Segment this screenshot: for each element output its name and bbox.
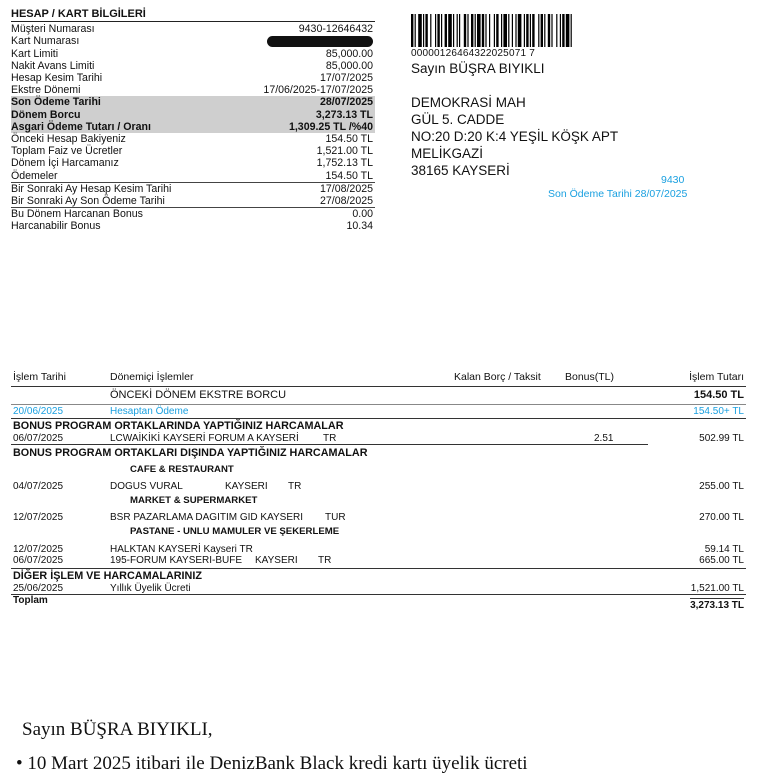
payment-row (11, 404, 746, 418)
header-desc: Dönemiçi İşlemler (110, 371, 194, 383)
barcode-bar (541, 14, 543, 47)
total-row (11, 595, 746, 613)
barcode-bar (526, 14, 528, 47)
account-info-value: 17/06/2025-17/07/2025 (263, 84, 373, 97)
account-info-label: Müşteri Numarası (11, 23, 95, 36)
section-other-transactions-title: DİĞER İŞLEM VE HARCAMALARINIZ (11, 568, 746, 583)
masked-card-number (267, 35, 373, 47)
barcode-bar (560, 14, 561, 47)
barcode-bar (508, 14, 509, 47)
account-info-row (11, 84, 375, 96)
barcode-bar (524, 14, 525, 47)
account-info-panel (11, 8, 375, 233)
account-info-label: Dönem İçi Harcamanız (11, 157, 119, 170)
account-info-label: Harcanabilir Bonus (11, 220, 101, 233)
barcode-bar (562, 14, 564, 47)
due-date-label: Son Ödeme Tarihi (548, 188, 632, 200)
account-info-row (11, 157, 375, 169)
barcode-number: 00000126464322025071 7 (411, 48, 535, 59)
letter-salutation: Sayın BÜŞRA BIYIKLI, (22, 719, 213, 740)
account-info-value: 28/07/2025 (319, 96, 373, 109)
payment-desc: Hesaptan Ödeme (110, 406, 189, 417)
letter-text (16, 718, 534, 774)
account-info-value: 0.00 (352, 208, 373, 221)
account-info-row (11, 35, 375, 47)
barcode-bar (445, 14, 447, 47)
barcode-bar (477, 14, 481, 47)
barcode-bar (530, 14, 531, 47)
barcode-bar (482, 14, 484, 47)
barcode-bar (551, 14, 552, 47)
barcode-bar (418, 14, 422, 47)
account-info-value: 27/08/2025 (319, 195, 373, 208)
section-other-merchants-title: BONUS PROGRAM ORTAKLARI DIŞINDA YAPTIĞINIZ HARCAMALAR (13, 447, 368, 459)
table-row: 25/06/2025 Yıllık Üyelik Ücreti 1,521.00 TL (13, 583, 744, 594)
barcode-bar (411, 14, 413, 47)
barcode-bar (435, 14, 436, 47)
account-info-value: 154.50 TL (325, 169, 373, 182)
payment-amount: 154.50+ TL (693, 406, 744, 417)
account-info-row (11, 207, 375, 220)
header-installment: Kalan Borç / Taksit (454, 371, 541, 383)
account-info-row (11, 60, 375, 72)
address-line-2: GÜL 5. CADDE (411, 112, 505, 127)
barcode-graphic (411, 14, 655, 47)
address-line-4: MELİKGAZİ (411, 146, 484, 161)
barcode-bar (566, 14, 570, 47)
table-row: 12/07/2025 HALKTAN KAYSERİ Kayseri TR 59.14 TL (13, 544, 744, 555)
account-info-value: 1,752.13 TL (316, 157, 373, 170)
account-info-value: 9430-12646432 (298, 23, 373, 36)
barcode-bar (556, 14, 557, 47)
address-line-1: DEMOKRASİ MAH (411, 95, 526, 110)
category-market: MARKET & SUPERMARKET (130, 495, 258, 506)
barcode-bar (425, 14, 427, 47)
account-info-label: Ödemeler (11, 169, 58, 182)
account-info-value: 1,309.25 TL /%40 (288, 120, 373, 133)
barcode-bar (485, 14, 486, 47)
header-amount: İşlem Tutarı (689, 371, 744, 383)
account-info-row (11, 72, 375, 84)
barcode-bar (501, 14, 502, 47)
account-info-row (11, 133, 375, 145)
customer-code: 9430 (661, 174, 685, 186)
header-bonus: Bonus(TL) (565, 371, 615, 383)
barcode-bar (464, 14, 466, 47)
account-info-value: 154.50 TL (325, 133, 373, 146)
address-line-3: NO:20 D:20 K:4 YEŞİL KÖŞK APT (411, 129, 619, 144)
account-info-label: Dönem Borcu (11, 108, 81, 121)
transactions-header (11, 368, 746, 387)
account-info-row (11, 121, 375, 133)
account-info-row (11, 220, 375, 232)
due-date-note (548, 188, 687, 200)
account-info-value: 1,521.00 TL (316, 145, 373, 158)
barcode-bar (475, 14, 476, 47)
barcode-bar (415, 14, 416, 47)
barcode-bar (518, 14, 522, 47)
barcode-bar (489, 14, 490, 47)
barcode-bar (467, 14, 468, 47)
account-info-label: Nakit Avans Limiti (11, 59, 95, 72)
account-info-label: Bir Sonraki Ay Son Ödeme Tarihi (11, 195, 165, 208)
account-info-value: 85,000.00 (325, 59, 373, 72)
previous-balance-amount: 154.50 TL (693, 389, 744, 401)
barcode-bar (512, 14, 513, 47)
account-info-label: Hesap Kesim Tarihi (11, 72, 103, 85)
previous-balance-row (11, 387, 746, 404)
account-info-label: Önceki Hesap Bakiyeniz (11, 133, 126, 146)
account-info-value: 17/07/2025 (319, 72, 373, 85)
barcode-bar (494, 14, 495, 47)
account-info-value: 17/08/2025 (319, 182, 373, 195)
account-info-row (11, 23, 375, 35)
account-info-value: 3,273.13 TL (315, 108, 373, 121)
barcode-bar (459, 14, 460, 47)
category-pastane: PASTANE - UNLU MAMULER VE ŞEKERLEME (130, 526, 340, 537)
barcode-bar (423, 14, 424, 47)
account-info-label: Kart Limiti (11, 47, 59, 60)
account-info-rows (11, 23, 375, 232)
table-row: 06/07/2025 LCWAİKİKİ KAYSERİ FORUM A KAYSERİ TR 2.51 502.99 TL (13, 433, 744, 444)
recipient-name: Sayın BÜŞRA BIYIKLI (411, 61, 545, 76)
account-info-label: Kart Numarası (11, 35, 80, 48)
barcode-bar (448, 14, 452, 47)
table-row: 12/07/2025 BSR PAZARLAMA DAGITIM GID KAYSERI TUR 270.00 TL (13, 512, 744, 523)
barcode-bar (544, 14, 545, 47)
account-info-value: 85,000.00 (325, 47, 373, 60)
mailing-address-block (411, 48, 618, 179)
redaction-mask (267, 36, 373, 47)
account-info-label: Son Ödeme Tarihi (11, 96, 101, 109)
barcode-bar (548, 14, 550, 47)
barcode-bar (453, 14, 454, 47)
letter-bullet-1: • 10 Mart 2025 itibari ile DenizBank Black kredi kartı üyelik ücreti (16, 753, 528, 774)
account-info-row (11, 96, 375, 108)
account-info-label: Ekstre Dönemi (11, 84, 81, 97)
barcode-bar (471, 14, 473, 47)
account-info-row (11, 145, 375, 157)
barcode-bar (457, 14, 458, 47)
total-label: Toplam (13, 595, 48, 606)
account-info-value: 10.34 (346, 220, 373, 233)
address-line-5: 38165 KAYSERİ (411, 163, 510, 178)
account-info-row (11, 170, 375, 182)
previous-balance-label: ÖNCEKİ DÖNEM EKSTRE BORCU (110, 389, 287, 401)
barcode-bar (571, 14, 572, 47)
category-cafe: CAFE & RESTAURANT (130, 464, 234, 475)
due-date-value: 28/07/2025 (634, 188, 688, 200)
account-info-label: Bu Dönem Harcanan Bonus (11, 208, 143, 221)
account-info-label: Toplam Faiz ve Ücretler (11, 145, 123, 158)
account-info-label: Bir Sonraki Ay Hesap Kesim Tarihi (11, 182, 172, 195)
barcode-bar (515, 14, 516, 47)
barcode-bar (437, 14, 439, 47)
total-amount: 3,273.13 TL (690, 600, 744, 611)
section-bonus-partners-title: BONUS PROGRAM ORTAKLARINDA YAPTIĞINIZ HARCAMALAR (11, 418, 746, 433)
table-row: 06/07/2025 195-FORUM KAYSERI-BUFE KAYSERI TR 665.00 TL (13, 555, 744, 566)
payment-date: 20/06/2025 (13, 406, 64, 417)
table-row: 04/07/2025 DOGUS VURAL KAYSERI TR 255.00 TL (13, 481, 744, 492)
header-date: İşlem Tarihi (13, 371, 66, 383)
barcode-bar (538, 14, 539, 47)
account-info-row (11, 195, 375, 207)
barcode-bar (503, 14, 507, 47)
account-info-row (11, 109, 375, 121)
barcode-bar (430, 14, 431, 47)
account-info-row (11, 182, 375, 195)
barcode-bar (496, 14, 498, 47)
barcode-bar (532, 14, 534, 47)
account-info-title: HESAP / KART BİLGİLERİ (11, 8, 375, 22)
account-info-row (11, 48, 375, 60)
barcode-bar (441, 14, 442, 47)
account-info-label: Asgari Ödeme Tutarı / Oranı (11, 120, 151, 133)
transactions-table (11, 368, 746, 613)
